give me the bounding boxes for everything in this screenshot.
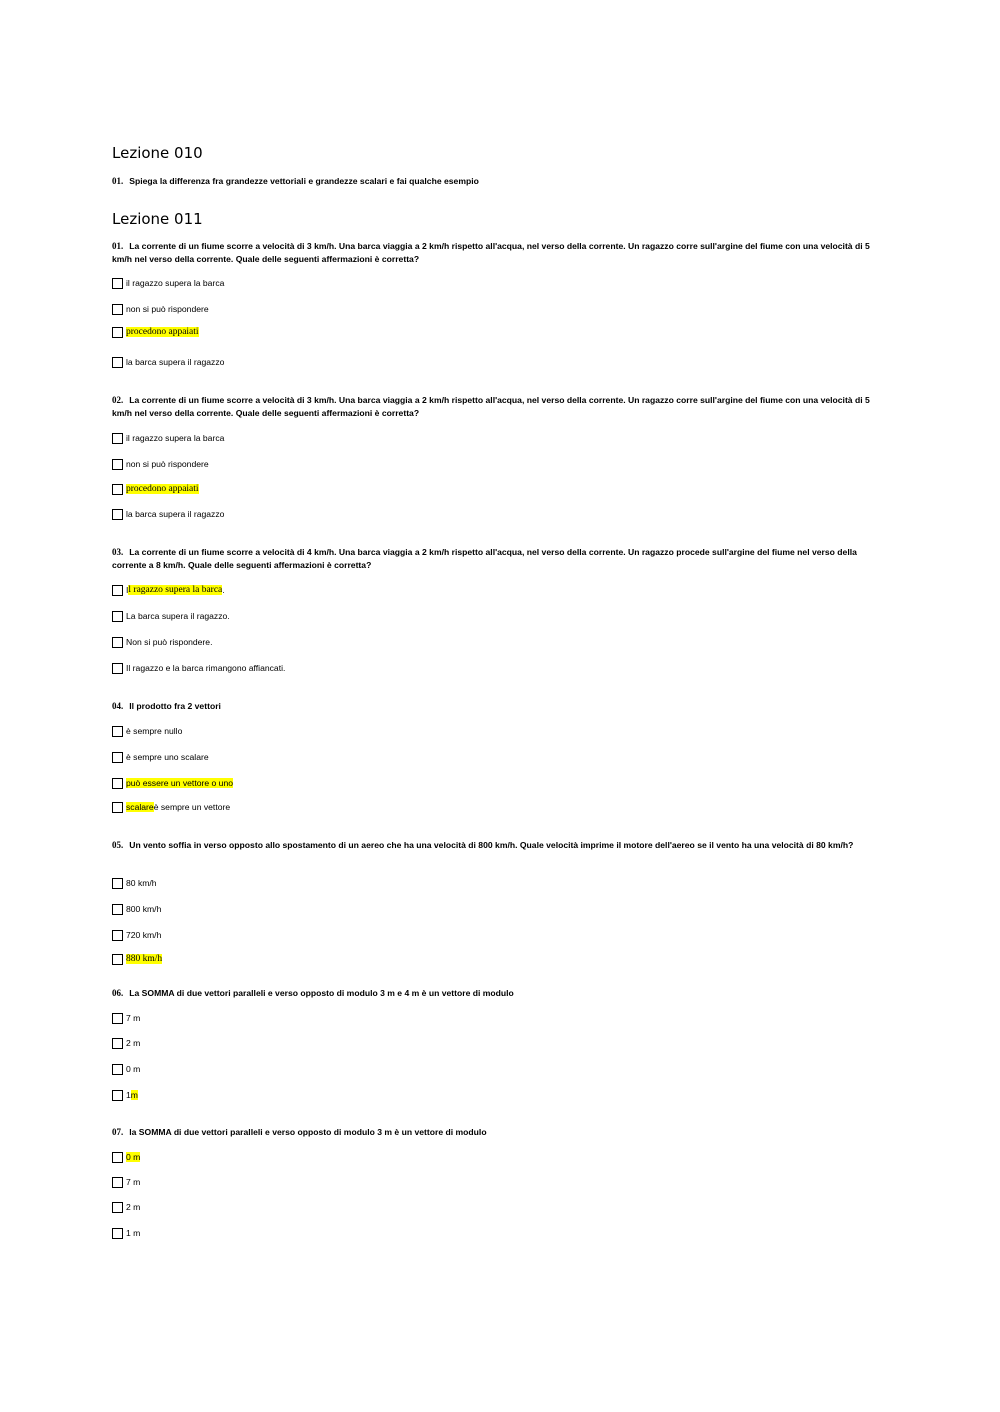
answer-checkbox[interactable] bbox=[112, 357, 123, 368]
answer-option[interactable]: 2 m bbox=[112, 1036, 140, 1050]
question-text bbox=[112, 394, 872, 420]
question-text bbox=[112, 546, 872, 572]
question-body: Spiega la differenza fra grandezze vettoriali e grandezze scalari e fai qualche esempio bbox=[129, 176, 479, 186]
answer-option[interactable]: non si può rispondere bbox=[112, 457, 209, 471]
question-text bbox=[112, 987, 872, 1000]
question-body: La corrente di un fiume scorre a velocità di 4 km/h. Una barca viaggia a 2 km/h rispetto all'acqua, nel verso della corrente. Un ragazzo procede sull'argine del fiume nel verso della corrente a 8 km/h. Quale delle seguenti affermazioni è corretta? bbox=[112, 547, 860, 570]
question-text bbox=[112, 240, 872, 266]
answer-checkbox[interactable] bbox=[112, 954, 123, 965]
answer-checkbox[interactable] bbox=[112, 752, 123, 763]
highlighted-answer: procedono appaiati bbox=[126, 484, 199, 494]
answer-option[interactable] bbox=[112, 952, 162, 966]
question-text bbox=[112, 175, 872, 188]
highlighted-answer: procedono appaiati bbox=[126, 327, 199, 337]
answer-option[interactable]: 7 m bbox=[112, 1011, 140, 1025]
answer-option[interactable]: è sempre nullo bbox=[112, 724, 182, 738]
answer-option[interactable]: 1 m bbox=[112, 1088, 138, 1102]
answer-option[interactable]: 80 km/h bbox=[112, 876, 157, 890]
answer-option[interactable]: la barca supera il ragazzo bbox=[112, 507, 224, 521]
answer-checkbox[interactable] bbox=[112, 304, 123, 315]
answer-option[interactable]: 0 m bbox=[112, 1062, 140, 1076]
section-title: Lezione 011 bbox=[112, 210, 203, 228]
answer-option[interactable]: il ragazzo supera la barca bbox=[112, 276, 224, 290]
answer-checkbox[interactable] bbox=[112, 327, 123, 338]
answer-option[interactable]: non si può rispondere bbox=[112, 302, 209, 316]
answer-checkbox[interactable] bbox=[112, 726, 123, 737]
answer-checkbox[interactable] bbox=[112, 1202, 123, 1213]
question-text bbox=[112, 839, 872, 852]
highlighted-answer: scalare bbox=[126, 802, 154, 812]
question-number: 03. bbox=[112, 547, 124, 557]
question-body: La corrente di un fiume scorre a velocità di 3 km/h. Una barca viaggia a 2 km/h rispetto all'acqua, nel verso della corrente. Un ragazzo corre sull'argine del fiume con una velocità di 5 km/h nel verso della corrente. Quale delle seguenti affermazioni è corretta? bbox=[112, 395, 873, 418]
answer-checkbox[interactable] bbox=[112, 509, 123, 520]
question-number: 05. bbox=[112, 840, 124, 850]
answer-checkbox[interactable] bbox=[112, 802, 123, 813]
answer-option[interactable]: I l ragazzo supera la barca . bbox=[112, 583, 225, 597]
highlighted-answer: 880 km/h bbox=[126, 954, 163, 964]
section-title: Lezione 010 bbox=[112, 144, 203, 162]
answer-option[interactable] bbox=[112, 1150, 140, 1164]
answer-checkbox[interactable] bbox=[112, 637, 123, 648]
answer-checkbox[interactable] bbox=[112, 904, 123, 915]
answer-checkbox[interactable] bbox=[112, 930, 123, 941]
question-number: 02. bbox=[112, 395, 124, 405]
answer-option[interactable]: scalare è sempre un vettore bbox=[112, 800, 230, 814]
answer-option[interactable]: Non si può rispondere. bbox=[112, 635, 212, 649]
question-body: Il prodotto fra 2 vettori bbox=[129, 701, 221, 711]
question-text bbox=[112, 700, 872, 713]
answer-checkbox[interactable] bbox=[112, 1090, 123, 1101]
answer-option[interactable]: la barca supera il ragazzo bbox=[112, 355, 224, 369]
answer-checkbox[interactable] bbox=[112, 1038, 123, 1049]
highlighted-answer: può essere un vettore o uno bbox=[126, 778, 234, 788]
question-text bbox=[112, 1126, 872, 1139]
answer-option[interactable]: 7 m bbox=[112, 1175, 140, 1189]
answer-option[interactable]: Il ragazzo e la barca rimangono affiancati. bbox=[112, 661, 285, 675]
answer-checkbox[interactable] bbox=[112, 1228, 123, 1239]
answer-checkbox[interactable] bbox=[112, 878, 123, 889]
answer-option[interactable] bbox=[112, 482, 199, 496]
answer-checkbox[interactable] bbox=[112, 663, 123, 674]
question-number: 07. bbox=[112, 1127, 124, 1137]
answer-option[interactable]: è sempre uno scalare bbox=[112, 750, 209, 764]
answer-option[interactable]: 1 m bbox=[112, 1226, 140, 1240]
question-number: 01. bbox=[112, 241, 124, 251]
answer-option[interactable]: 800 km/h bbox=[112, 902, 161, 916]
answer-option[interactable]: 720 km/h bbox=[112, 928, 161, 942]
answer-checkbox[interactable] bbox=[112, 459, 123, 470]
answer-checkbox[interactable] bbox=[112, 1177, 123, 1188]
answer-option[interactable]: La barca supera il ragazzo. bbox=[112, 609, 230, 623]
answer-checkbox[interactable] bbox=[112, 278, 123, 289]
highlighted-answer: m bbox=[130, 1090, 138, 1100]
answer-checkbox[interactable] bbox=[112, 433, 123, 444]
answer-checkbox[interactable] bbox=[112, 484, 123, 495]
question-number: 04. bbox=[112, 701, 124, 711]
answer-checkbox[interactable] bbox=[112, 778, 123, 789]
answer-option[interactable]: 2 m bbox=[112, 1200, 140, 1214]
answer-option[interactable]: il ragazzo supera la barca bbox=[112, 431, 224, 445]
highlighted-answer: l ragazzo supera la barca bbox=[128, 585, 223, 595]
answer-option[interactable] bbox=[112, 776, 233, 790]
answer-checkbox[interactable] bbox=[112, 611, 123, 622]
question-body: La SOMMA di due vettori paralleli e verso opposto di modulo 3 m e 4 m è un vettore di modulo bbox=[129, 988, 514, 998]
answer-option[interactable] bbox=[112, 325, 199, 339]
highlighted-answer: 0 m bbox=[126, 1152, 141, 1162]
question-body: Un vento soffia in verso opposto allo spostamento di un aereo che ha una velocità di 800 km/h. Quale velocità imprime il motore dell'aereo se il vento ha una velocità di 80 km/h? bbox=[129, 840, 854, 850]
question-number: 01. bbox=[112, 176, 124, 186]
question-body: La corrente di un fiume scorre a velocità di 3 km/h. Una barca viaggia a 2 km/h rispetto all'acqua, nel verso della corrente. Un ragazzo corre sull'argine del fiume con una velocità di 5 km/h nel verso della corrente. Quale delle seguenti affermazioni è corretta? bbox=[112, 241, 873, 264]
question-body: la SOMMA di due vettori paralleli e verso opposto di modulo 3 m è un vettore di modulo bbox=[129, 1127, 487, 1137]
answer-checkbox[interactable] bbox=[112, 585, 123, 596]
answer-checkbox[interactable] bbox=[112, 1013, 123, 1024]
question-number: 06. bbox=[112, 988, 124, 998]
answer-checkbox[interactable] bbox=[112, 1152, 123, 1163]
answer-checkbox[interactable] bbox=[112, 1064, 123, 1075]
